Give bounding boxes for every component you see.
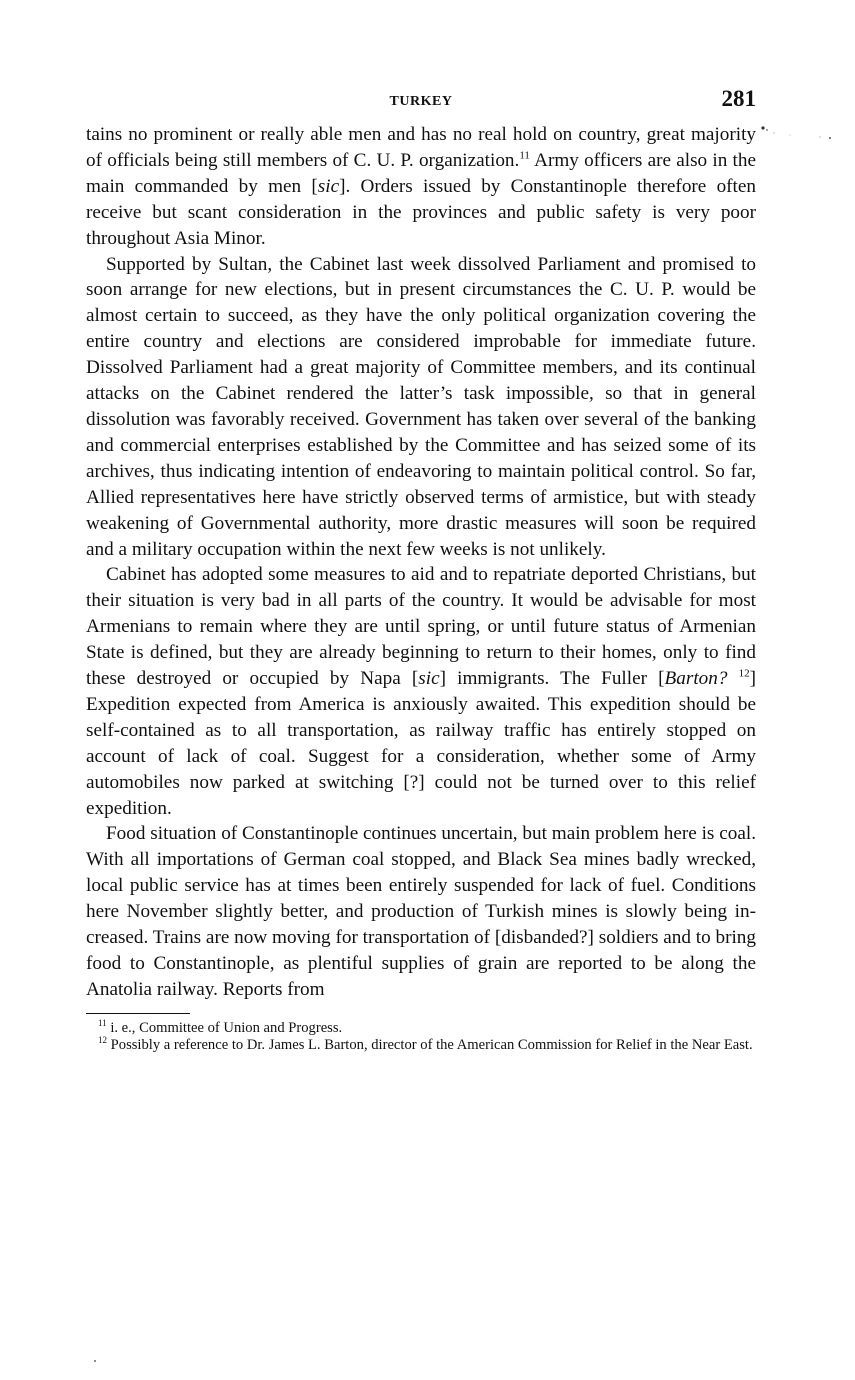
paragraph [86, 562, 756, 821]
speck [829, 137, 831, 139]
page-number: 281 [721, 86, 756, 111]
footnote-text: Possibly a reference to Dr. James L. Barton, director of the American Commission for Relief in the Near East. [110, 1037, 753, 1054]
text-run: tains no prominent or really able men and has no real hold on country, great majority of officials being still members of C. U. P. organization. [86, 124, 756, 171]
italic-sic: sic [317, 175, 340, 197]
speck [766, 129, 768, 131]
text-run: Army officers are also in the main commanded by men [ [86, 149, 756, 197]
speck [790, 135, 791, 136]
footnote-rule [86, 1013, 190, 1014]
footnotes [86, 1017, 756, 1055]
italic-sic: sic [418, 668, 440, 690]
document-page [86, 86, 756, 1055]
footnote-reference-11: 11 [519, 149, 530, 162]
running-title: TURKEY [389, 94, 453, 109]
speck [819, 136, 820, 137]
paragraph: Supported by Sultan, the Cabinet last week dissolved Parliament and promised to soon arrange for new elections, but in present circumstances the C. U. P. would be almost certain to succeed, as they have the only political organization covering the entire country and elections are considered improbable for immediate future. Dissolved Parliament had a great majority of Committee members, and its continual attacks on the Cabinet rendered the latter’s task impossible, so that in general dissolution was favorably received. Government has taken over several of the banking and commercial enterprises established by the Committee and has seized some of its archives, thus indicating intention of endeavoring to maintain political control. So far, Allied representatives here have strictly observed terms of armistice, but with steady weakening of Governmental authority, more drastic measures will soon be required and a military occupation within the next few weeks is not unlikely. [86, 253, 756, 560]
footnote-reference-12: 12 [738, 667, 750, 680]
text-run [727, 668, 738, 689]
text-run: ] Expedition expected from America is anxiously awaited. This expedition should be self-contained as to all transportation, as railway traffic has entirely stopped on account of lack of coal. Suggest for a consideration, whether some of Army automobiles now parked at switching [?] could not be turned over to this relief expedition. [86, 668, 757, 819]
scan-dot [94, 1360, 96, 1362]
footnote [86, 1017, 756, 1038]
footnote [86, 1037, 756, 1055]
footnote-text: i. e., Committee of Union and Progress. [110, 1019, 343, 1036]
speck [773, 132, 774, 133]
paragraph: Food situation of Constantinople continues uncertain, but main problem here is coal. With all importations of German coal stopped, and Black Sea mines badly wrecked, local public service has at times been entirely suspended for lack of fuel. Conditions here November slightly better, and production of Turkish mines is slowly being increased. Trains are now moving for transportation of [disbanded?] soldiers and to bring food to Constantinople, as plentiful supplies of grain are reported to be along the Anatolia railway. Reports from [86, 823, 756, 1000]
paragraph [86, 122, 756, 252]
body-text [86, 122, 756, 1003]
footnote-mark: 12 [98, 1035, 107, 1046]
text-run: ]. Orders issued by Constantinople therefore often receive but scant consideration in the provinces and public safety is very poor throughout Asia Minor. [86, 175, 756, 249]
running-head [86, 86, 756, 122]
scan-specks [760, 124, 840, 154]
text-run: Cabinet has adopted some measures to aid and to repatriate deported Christians, but their situation is very bad in all parts of the country. It would be advisable for most Armenians to remain where they are until spring, or until future status of Armenian State is defined, but they are already beginning to return to their homes, only to find these destroyed or occupied by Napa [ [86, 564, 756, 690]
footnote-mark: 11 [98, 1017, 107, 1028]
text-run: ] immigrants. The Fuller [ [439, 668, 665, 690]
italic-barton: Barton? [664, 668, 728, 690]
speck [761, 126, 764, 129]
